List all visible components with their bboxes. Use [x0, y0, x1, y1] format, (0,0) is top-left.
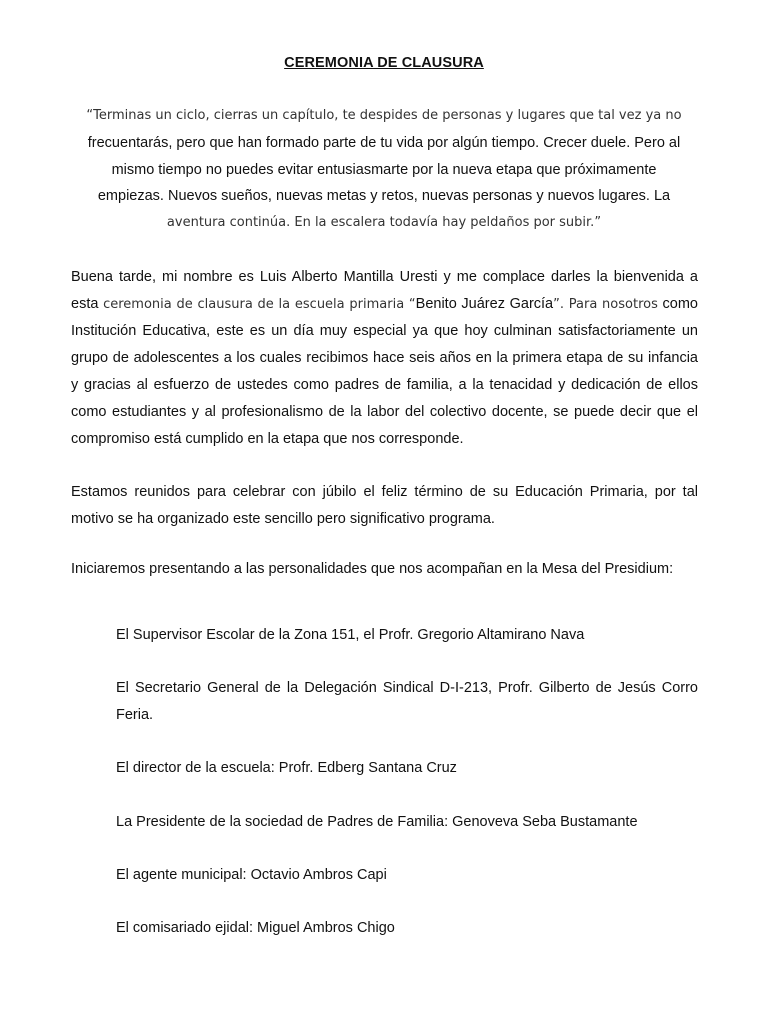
presidium-item-secretary: El Secretario General de la Delegación Sindical D-I-213, Profr. Gilberto de Jesús Corro Feria.: [116, 680, 698, 723]
school-name: Benito Juárez García: [415, 296, 554, 312]
presidium-item-ejido-commissioner: El comisariado ejidal: Miguel Ambros Chigo: [116, 920, 395, 936]
presidium-item-supervisor: El Supervisor Escolar de la Zona 151, el Profr. Gregorio Altamirano Nava: [116, 627, 585, 643]
document-title: CEREMONIA DE CLAUSURA: [284, 55, 484, 71]
presidium-intro-paragraph: Iniciaremos presentando a las personalidades que nos acompañan en la Mesa del Presidium:: [71, 561, 674, 577]
presidium-item-parents-president: La Presidente de la sociedad de Padres de Familia: Genoveva Seba Bustamante: [116, 814, 638, 830]
welcome-text-3: como Institución Educativa, este es un día muy especial ya que hoy culminan satisfactoriamente un grupo de adolescentes a los cuales recibimos hace seis años en la primera etapa de su infancia y gracias al esfuerzo de ustedes como padres de familia, a la tenacidad y dedicación de ellos como estudiantes y al profesionalismo de la labor del colectivo docente, se puede decir que el compromiso está cumplido en la etapa que nos corresponde.: [71, 296, 698, 447]
quote-line-5: aventura continúa. En la escalera todavía hay peldaños por subir.”: [166, 215, 602, 231]
quote-line-3: mismo tiempo no puedes evitar entusiasmarte por la nueva etapa que próximamente: [111, 161, 657, 178]
welcome-paragraph: [71, 264, 698, 453]
quote-line-4: empiezas. Nuevos sueños, nuevas metas y retos, nuevas personas y nuevos lugares. La: [97, 188, 671, 205]
welcome-text-2: ”. Para nosotros: [553, 297, 658, 312]
presidium-item-municipal-agent: El agente municipal: Octavio Ambros Capi: [116, 867, 387, 883]
presidium-item-director: El director de la escuela: Profr. Edberg Santana Cruz: [116, 760, 457, 776]
gathering-paragraph: Estamos reunidos para celebrar con júbilo el feliz término de su Educación Primaria, por tal motivo se ha organizado este sencillo pero significativo programa.: [71, 484, 698, 527]
ceremony-phrase: ceremonia de clausura de la escuela primaria “: [103, 297, 416, 312]
opening-quote: [60, 103, 708, 237]
quote-line-2: frecuentarás, pero que han formado parte de tu vida por algún tiempo. Crecer duele. Pero al: [87, 134, 681, 151]
quote-line-1: “Terminas un ciclo, cierras un capítulo, te despides de personas y lugares que tal vez ya no: [86, 108, 682, 123]
welcome-text-1: Buena tarde, mi nombre es Luis Alberto Mantilla Uresti y me complace darles la bienvenida a esta: [71, 269, 698, 312]
